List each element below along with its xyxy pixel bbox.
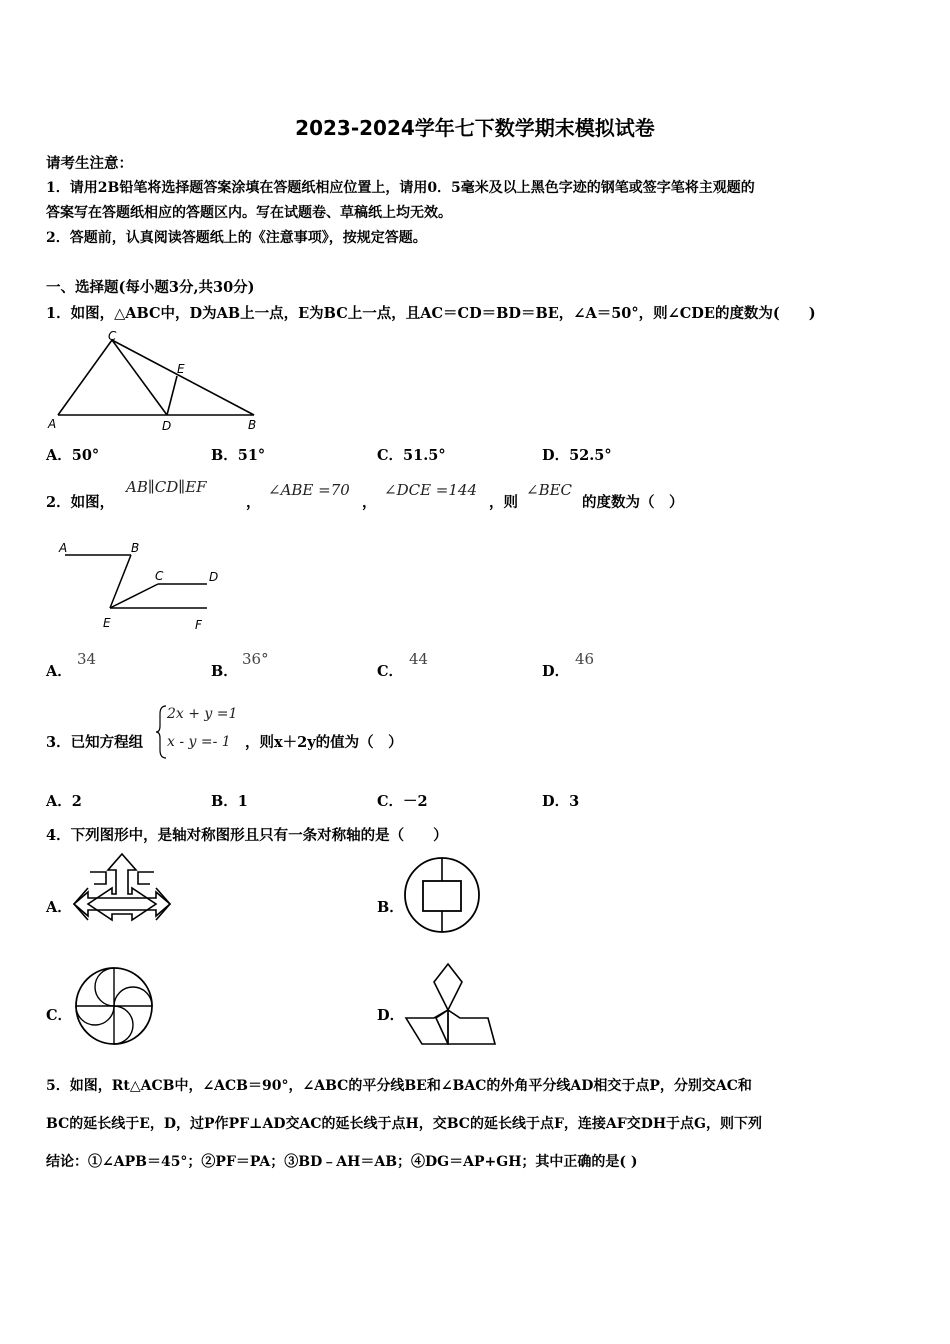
q2-suffix: 的度数为（ ） [582,494,684,511]
q1-option-c[interactable]: C．51.5° [377,447,446,464]
q2-option-c[interactable]: C． [377,663,404,680]
notice-line-1: 1．请用2B铅笔将选择题答案涂填在答题纸相应位置上，请用0．5毫米及以上黑色字迹的钢笔或签字笔将主观题的 [46,180,755,196]
q2-option-a-value: 34 [77,650,97,668]
q2-option-d[interactable]: D． [542,663,570,680]
q2-label-b: B [131,541,140,555]
q4-option-d[interactable]: D． [377,1007,405,1024]
q3-suffix: ，则x＋2y的值为（ ） [245,734,403,751]
q4-pinwheel-figure [73,965,155,1047]
q2-mid: ，则 [489,494,518,511]
q1-option-d[interactable]: D．52.5° [542,447,612,464]
q2-option-b[interactable]: B． [211,663,238,680]
q2-option-a[interactable]: A． [46,663,72,680]
q2-parallel-figure [55,538,235,633]
q2-comma-1: ， [246,494,261,511]
q2-angle-bec: ∠BEC [526,481,573,499]
q1-stem: 1．如图，△ABC中，D为AB上一点，E为BC上一点，且AC＝CD＝BD＝BE，∠A＝50°，则∠CDE的度数为( ) [46,305,816,322]
q2-prefix: 2．如图， [46,494,115,511]
q2-parallel-expr: AB∥CD∥EF [126,478,207,496]
q2-comma-2: ， [362,494,377,511]
q1-option-b[interactable]: B．51° [211,447,266,464]
q2-label-d: D [209,570,219,584]
q4-option-c[interactable]: C． [46,1007,73,1024]
q3-equation-2: x - y =- 1 [167,734,231,750]
q1-label-b: B [248,418,257,432]
q5-line-2: BC的延长线于E，D，过P作PF⊥AD交AC的延长线于点H，交BC的延长线于点F，连接AF交DH于点G，则下列 [46,1116,763,1132]
q1-label-d: D [162,419,172,433]
q4-circle-square-figure [402,854,482,936]
q2-option-b-value: 36° [242,650,269,668]
q5-line-1: 5．如图，Rt△ACB中，∠ACB＝90°，∠ABC的平分线BE和∠BAC的外角平分线AD相交于点P，分别交AC和 [46,1078,752,1094]
q2-label-a: A [59,541,68,555]
q2-angle-dce: ∠DCE =144 [384,481,477,499]
q1-label-c: C [108,329,117,343]
q2-option-c-value: 44 [409,650,429,668]
q3-option-a[interactable]: A．2 [46,793,82,810]
q4-option-a[interactable]: A． [46,899,72,916]
q2-angle-abe: ∠ABE =70 [268,481,350,499]
q3-prefix: 3．已知方程组 [46,734,144,751]
q2-label-e: E [103,616,111,630]
q4-stem: 4．下列图形中，是轴对称图形且只有一条对称轴的是（ ） [46,827,448,844]
notice-heading: 请考生注意： [46,155,133,172]
page-title: 2023-2024学年七下数学期末模拟试卷 [295,116,655,140]
q3-equation-1: 2x + y =1 [167,706,238,722]
q1-triangle-figure [40,328,270,436]
q4-option-b[interactable]: B． [377,899,404,916]
q1-option-a[interactable]: A．50° [46,447,100,464]
q2-option-d-value: 46 [575,650,595,668]
q3-option-b[interactable]: B．1 [211,793,248,810]
q2-label-f: F [195,618,202,632]
q1-label-e: E [177,362,185,376]
q4-arrows-figure [72,852,172,934]
q1-label-a: A [48,417,57,431]
q5-line-3: 结论：①∠APB＝45°；②PF＝PA；③BD﹣AH＝AB；④DG＝AP+GH；其中正确的是( ) [46,1154,638,1170]
q4-three-diamonds-figure [402,962,497,1047]
notice-line-1b: 答案写在答题纸相应的答题区内。写在试题卷、草稿纸上均无效。 [46,205,452,221]
section-heading: 一、选择题(每小题3分,共30分) [46,279,255,296]
q3-option-d[interactable]: D．3 [542,793,580,810]
q2-label-c: C [155,569,164,583]
q3-option-c[interactable]: C．－2 [377,793,428,810]
notice-line-2: 2．答题前，认真阅读答题纸上的《注意事项》，按规定答题。 [46,230,427,246]
